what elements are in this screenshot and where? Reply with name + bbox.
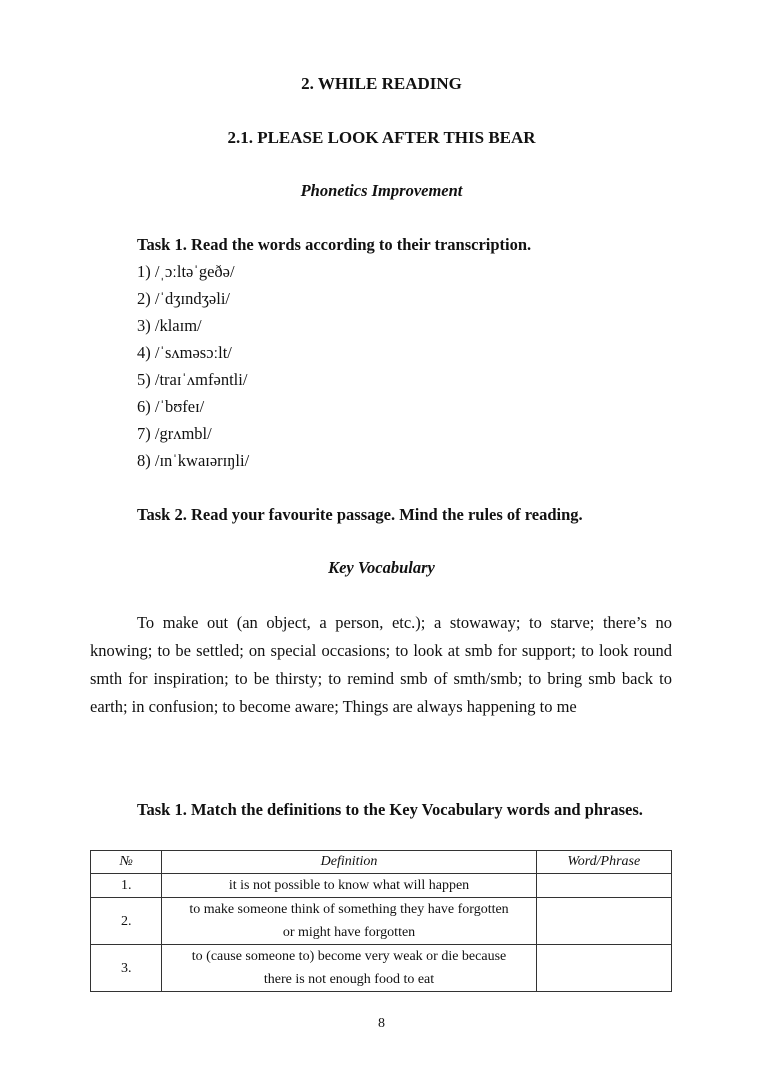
definition-column-header: Definition — [162, 851, 536, 874]
phonetics-task2-label: Task 2. Read your favourite passage. Mind the rules of reading. — [137, 505, 583, 524]
key-vocabulary-text: To make out (an object, a person, etc.); a stowaway; to starve; there’s no knowing; to be settled; on special occasions; to look at smb for support; to look round smth for inspiration; to be thirsty; to remind smb of smth/smb; to bring smb back to earth; in confusion; to become aware; Things are always happening to me — [90, 613, 672, 716]
transcription-item: 2) /ˈdʒɪndʒəli/ — [137, 289, 231, 308]
table-row — [91, 898, 672, 945]
definition-line: there is not enough food to eat — [263, 972, 435, 987]
vocabulary-table — [90, 850, 672, 992]
transcription-item: 7) /grʌmbl/ — [137, 424, 212, 443]
phonetics-heading: Phonetics Improvement — [300, 181, 463, 200]
row-number: 3. — [91, 945, 162, 992]
phonetics-task1-label: Task 1. Read the words according to their transcription. — [137, 235, 532, 254]
table-row — [91, 945, 672, 992]
subsection-title: 2.1. PLEASE LOOK AFTER THIS BEAR — [227, 128, 536, 147]
word-phrase-cell[interactable] — [536, 898, 671, 945]
definition-line: it is not possible to know what will happen — [228, 878, 470, 893]
definition-line: to make someone think of something they have forgotten — [189, 902, 509, 917]
transcription-item: 1) /ˌɔːltəˈgeðə/ — [137, 262, 235, 281]
section-title: 2. WHILE READING — [301, 74, 462, 93]
transcription-item: 4) /ˈsʌməsɔːlt/ — [137, 343, 232, 362]
row-definition — [162, 898, 536, 945]
transcription-item: 3) /klaɪm/ — [137, 316, 202, 335]
definition-line: to (cause someone to) become very weak or die because — [191, 949, 507, 964]
row-number: 2. — [91, 898, 162, 945]
transcription-item: 5) /traɪˈʌmfəntli/ — [137, 370, 248, 389]
number-column-header: № — [91, 851, 162, 874]
row-definition — [162, 945, 536, 992]
row-number: 1. — [91, 874, 162, 898]
word-phrase-cell[interactable] — [536, 874, 671, 898]
vocabulary-task1-label: Task 1. Match the definitions to the Key Vocabulary words and phrases. — [137, 800, 643, 819]
word-phrase-column-header: Word/Phrase — [536, 851, 671, 874]
page-number: 8 — [378, 1016, 385, 1031]
transcription-item: 8) /ɪnˈkwaɪərɪŋli/ — [137, 451, 250, 470]
transcription-item: 6) /ˈbʊfeɪ/ — [137, 397, 205, 416]
table-row — [91, 874, 672, 898]
table-header-row — [91, 851, 672, 874]
definition-line: or might have forgotten — [282, 925, 416, 940]
key-vocabulary-heading: Key Vocabulary — [328, 558, 435, 577]
row-definition — [162, 874, 536, 898]
word-phrase-cell[interactable] — [536, 945, 671, 992]
